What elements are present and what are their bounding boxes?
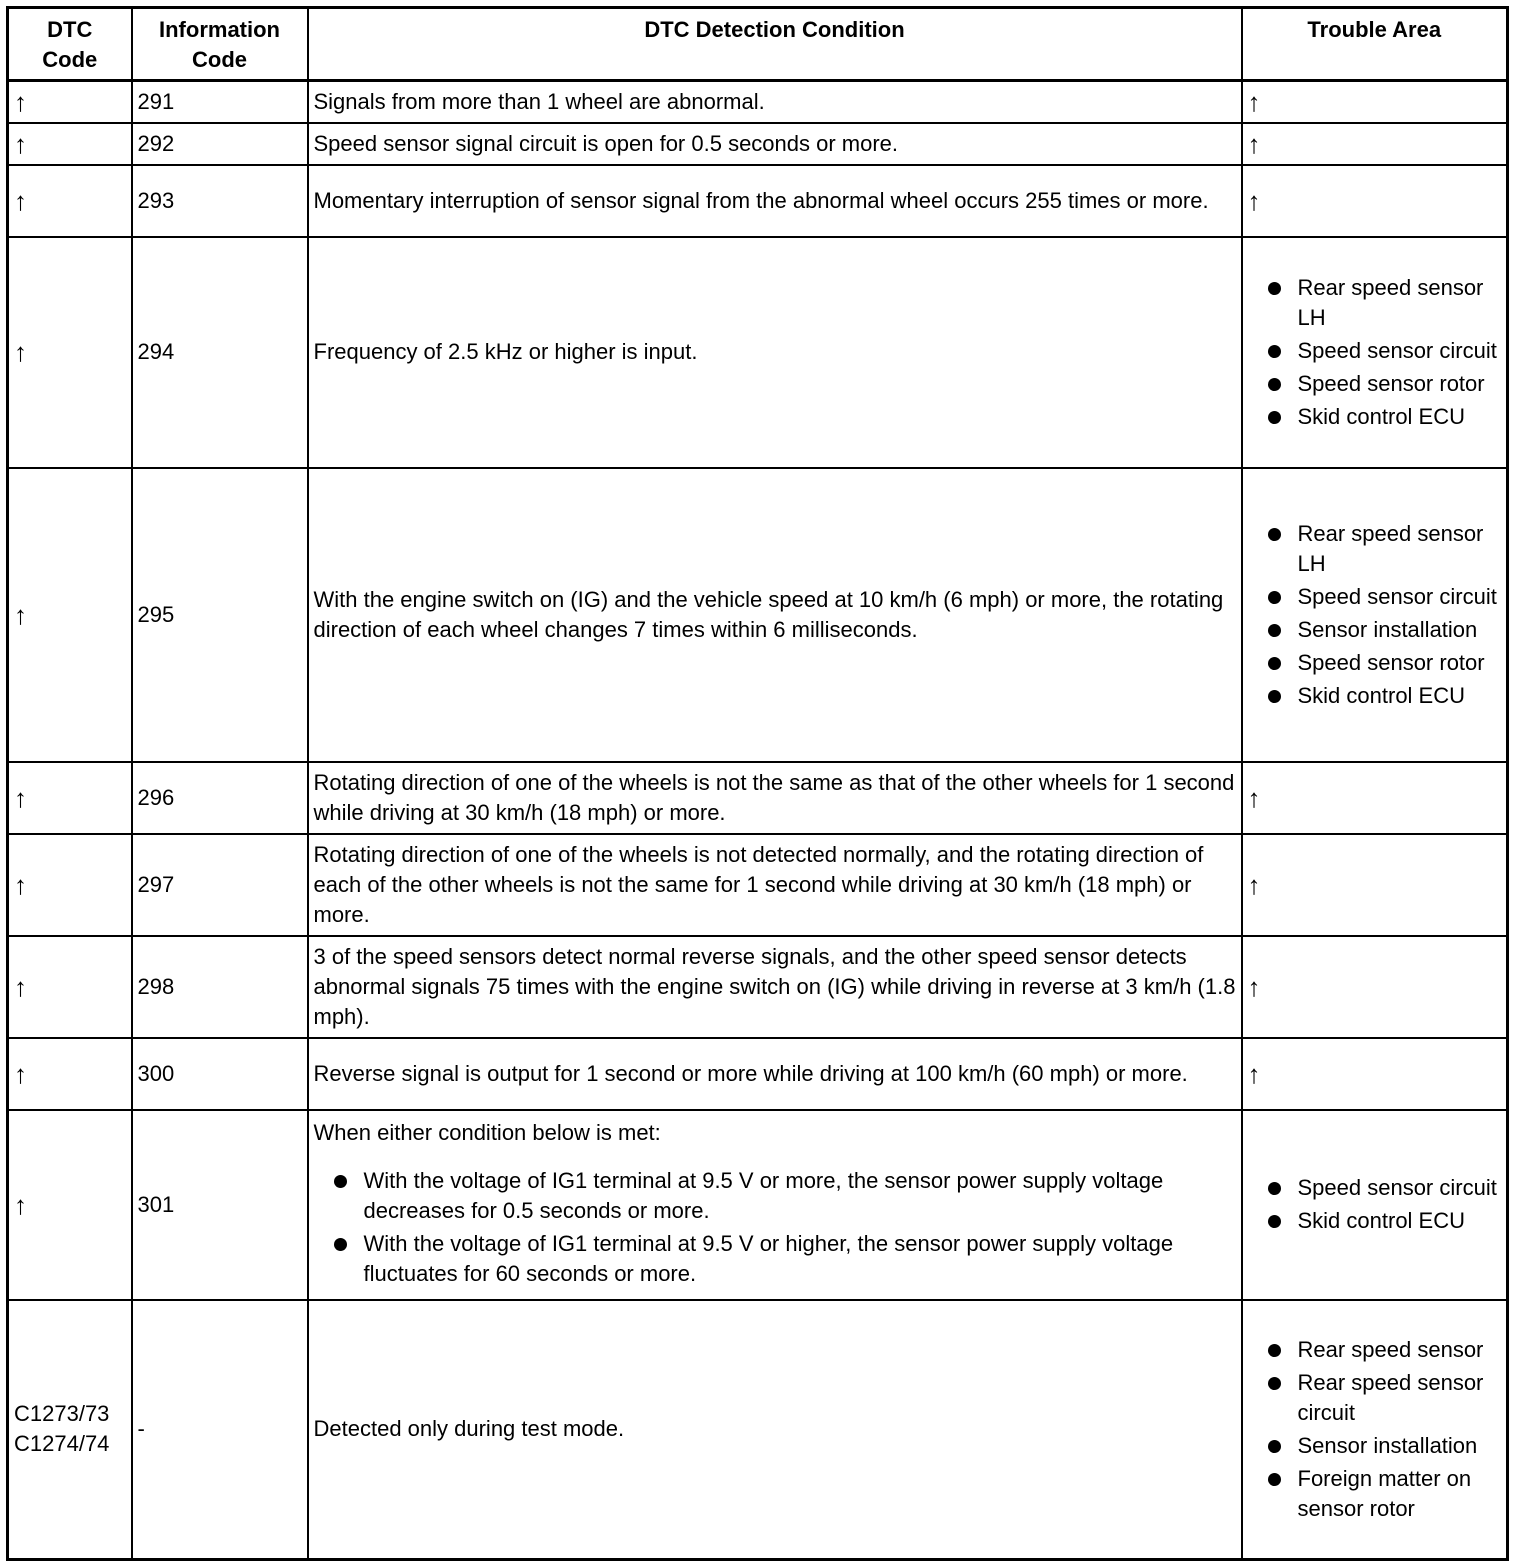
- list-item: Speed sensor rotor: [1248, 648, 1502, 678]
- list-item: Skid control ECU: [1248, 1206, 1502, 1236]
- dtc-code-cell: ↑: [8, 936, 132, 1038]
- list-item: Rear speed sensor LH: [1248, 519, 1502, 579]
- trouble-area-cell: ↑: [1242, 165, 1508, 237]
- bullet-icon: [334, 1175, 347, 1188]
- bullet-icon: [1268, 378, 1281, 391]
- condition-cell: Detected only during test mode.: [308, 1300, 1242, 1560]
- dtc-code-cell: ↑: [8, 1038, 132, 1110]
- condition-cell: 3 of the speed sensors detect normal reverse signals, and the other speed sensor detects abnormal signals 75 times with the engine switch on (IG) while driving in reverse at 3 km/h (1.8 mph).: [308, 936, 1242, 1038]
- list-item: Skid control ECU: [1248, 681, 1502, 711]
- information-code-cell: -: [132, 1300, 308, 1560]
- list-item: Sensor installation: [1248, 615, 1502, 645]
- bullet-icon: [1268, 1182, 1281, 1195]
- information-code-cell: 300: [132, 1038, 308, 1110]
- table-row: [8, 237, 1508, 468]
- dtc-code-cell: ↑: [8, 1110, 132, 1300]
- trouble-area-cell: ↑: [1242, 762, 1508, 834]
- condition-cell: Signals from more than 1 wheel are abnormal.: [308, 81, 1242, 123]
- table-row: [8, 1300, 1508, 1560]
- information-code-cell: 296: [132, 762, 308, 834]
- trouble-area-cell: ↑: [1242, 123, 1508, 165]
- list-item: Rear speed sensor: [1248, 1335, 1502, 1365]
- list-item: Skid control ECU: [1248, 402, 1502, 432]
- information-code-cell: 295: [132, 468, 308, 762]
- trouble-area-list: [1248, 1335, 1502, 1524]
- bullet-icon: [1268, 591, 1281, 604]
- information-code-cell: 301: [132, 1110, 308, 1300]
- dtc-code-cell: ↑: [8, 165, 132, 237]
- dtc-code: C1273/73: [14, 1401, 110, 1427]
- bullet-icon: [1268, 1440, 1281, 1453]
- dtc-code-cell: ↑: [8, 123, 132, 165]
- bullet-icon: [334, 1238, 347, 1251]
- dtc-table: [6, 6, 1509, 1561]
- condition-cell: Momentary interruption of sensor signal from the abnormal wheel occurs 255 times or more.: [308, 165, 1242, 237]
- condition-cell: Frequency of 2.5 kHz or higher is input.: [308, 237, 1242, 468]
- list-item: Foreign matter on sensor rotor: [1248, 1464, 1502, 1524]
- header-trouble-area: Trouble Area: [1242, 8, 1508, 81]
- list-item: Speed sensor circuit: [1248, 582, 1502, 612]
- table-row: [8, 165, 1508, 237]
- bullet-icon: [1268, 1215, 1281, 1228]
- bullet-icon: [1268, 1473, 1281, 1486]
- information-code-cell: 294: [132, 237, 308, 468]
- information-code-cell: 298: [132, 936, 308, 1038]
- information-code-cell: 297: [132, 834, 308, 936]
- information-code-cell: 292: [132, 123, 308, 165]
- list-item: Speed sensor rotor: [1248, 369, 1502, 399]
- condition-list: [314, 1166, 1236, 1289]
- list-item: With the voltage of IG1 terminal at 9.5 V or higher, the sensor power supply voltage fluctuates for 60 seconds or more.: [314, 1229, 1236, 1289]
- dtc-code: C1274/74: [14, 1431, 110, 1457]
- bullet-icon: [1268, 624, 1281, 637]
- bullet-icon: [1268, 528, 1281, 541]
- list-item: Rear speed sensor LH: [1248, 273, 1502, 333]
- header-detection-condition: DTC Detection Condition: [308, 8, 1242, 81]
- trouble-area-cell: ↑: [1242, 1038, 1508, 1110]
- dtc-code-cell: ↑: [8, 834, 132, 936]
- list-item: Rear speed sensor circuit: [1248, 1368, 1502, 1428]
- trouble-area-list: [1248, 519, 1502, 711]
- header-dtc-code: DTC Code: [8, 8, 132, 81]
- trouble-area-cell: [1242, 1300, 1508, 1560]
- list-item: Sensor installation: [1248, 1431, 1502, 1461]
- table-header-row: [8, 8, 1508, 81]
- condition-cell: Speed sensor signal circuit is open for 0.5 seconds or more.: [308, 123, 1242, 165]
- list-item: With the voltage of IG1 terminal at 9.5 V or more, the sensor power supply voltage decreases for 0.5 seconds or more.: [314, 1166, 1236, 1226]
- header-information-code: Information Code: [132, 8, 308, 81]
- trouble-area-list: [1248, 273, 1502, 432]
- condition-cell: [308, 1110, 1242, 1300]
- table-row: [8, 81, 1508, 123]
- dtc-code-cell: [8, 1300, 132, 1560]
- dtc-code-cell: ↑: [8, 81, 132, 123]
- table-row: [8, 123, 1508, 165]
- trouble-area-cell: ↑: [1242, 81, 1508, 123]
- condition-cell: Reverse signal is output for 1 second or more while driving at 100 km/h (60 mph) or more.: [308, 1038, 1242, 1110]
- bullet-icon: [1268, 411, 1281, 424]
- dtc-code-cell: ↑: [8, 468, 132, 762]
- condition-intro: When either condition below is met:: [313, 1119, 661, 1145]
- trouble-area-cell: [1242, 468, 1508, 762]
- table-row: [8, 468, 1508, 762]
- bullet-icon: [1268, 1377, 1281, 1390]
- information-code-cell: 291: [132, 81, 308, 123]
- table-row: [8, 1110, 1508, 1300]
- condition-cell: With the engine switch on (IG) and the vehicle speed at 10 km/h (6 mph) or more, the rotating direction of each wheel changes 7 times within 6 milliseconds.: [308, 468, 1242, 762]
- information-code-cell: 293: [132, 165, 308, 237]
- table-row: [8, 762, 1508, 834]
- trouble-area-cell: [1242, 237, 1508, 468]
- condition-cell: Rotating direction of one of the wheels is not detected normally, and the rotating direction of each of the other wheels is not the same for 1 second while driving at 30 km/h (18 mph) or more.: [308, 834, 1242, 936]
- table-row: [8, 834, 1508, 936]
- trouble-area-cell: ↑: [1242, 834, 1508, 936]
- bullet-icon: [1268, 690, 1281, 703]
- bullet-icon: [1268, 657, 1281, 670]
- trouble-area-list: [1248, 1173, 1502, 1236]
- list-item: Speed sensor circuit: [1248, 1173, 1502, 1203]
- bullet-icon: [1268, 282, 1281, 295]
- dtc-code-cell: ↑: [8, 237, 132, 468]
- bullet-icon: [1268, 1344, 1281, 1357]
- condition-cell: Rotating direction of one of the wheels is not the same as that of the other wheels for 1 second while driving at 30 km/h (18 mph) or more.: [308, 762, 1242, 834]
- table-row: [8, 936, 1508, 1038]
- dtc-code-cell: ↑: [8, 762, 132, 834]
- trouble-area-cell: [1242, 1110, 1508, 1300]
- bullet-icon: [1268, 345, 1281, 358]
- trouble-area-cell: ↑: [1242, 936, 1508, 1038]
- table-row: [8, 1038, 1508, 1110]
- list-item: Speed sensor circuit: [1248, 336, 1502, 366]
